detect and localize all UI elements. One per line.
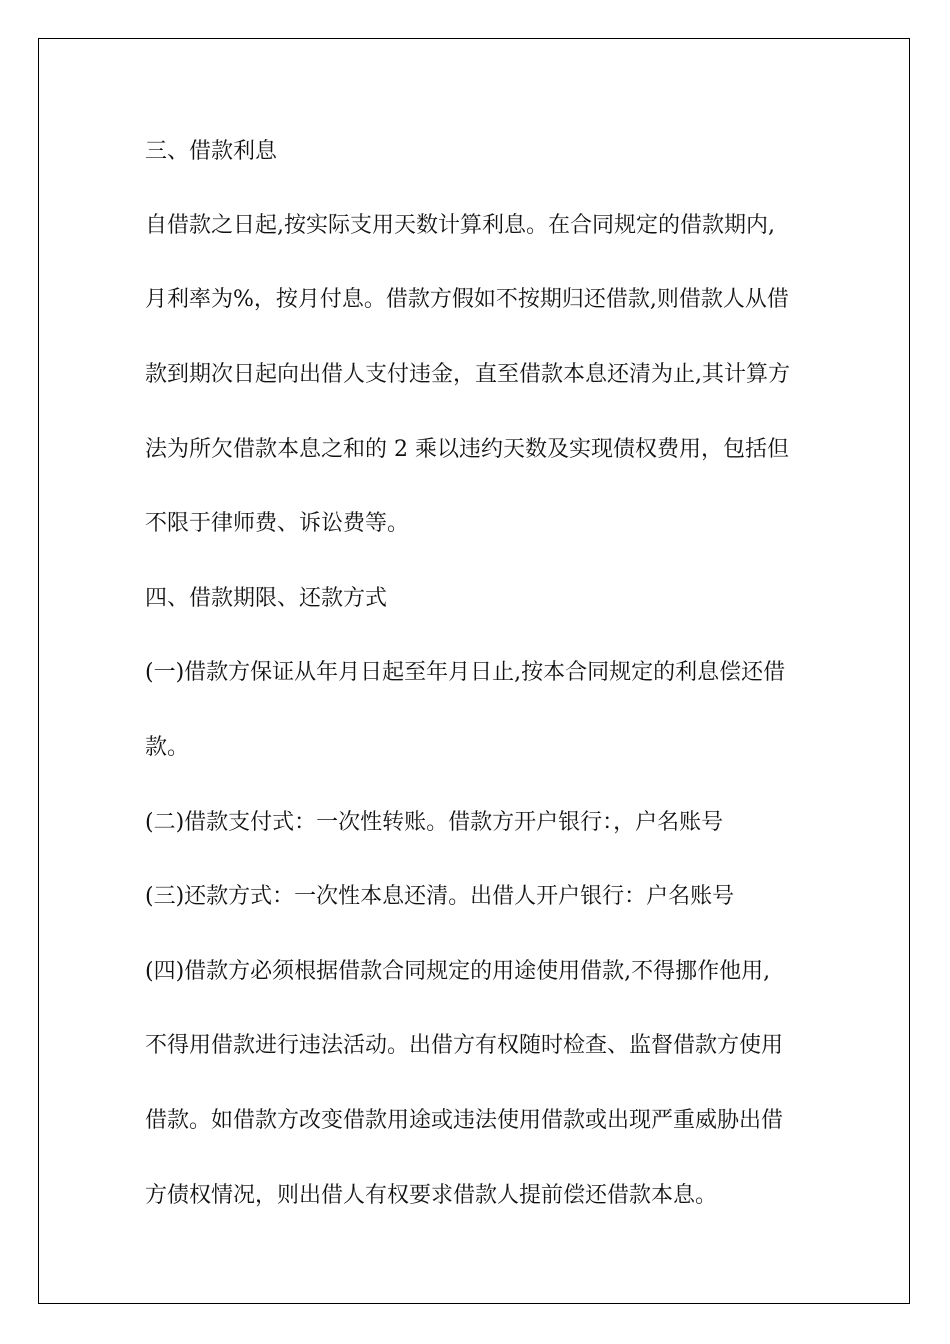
paragraph-line: 不限于律师费、诉讼费等。	[145, 511, 410, 536]
paragraph-line: 法为所欠借款本息之和的 2 乘以违约天数及实现债权费用，包括但	[145, 437, 789, 462]
section-heading-term: 四、借款期限、还款方式	[145, 586, 388, 611]
paragraph-line: 款。	[145, 735, 190, 760]
paragraph-line: (二)借款支付式：一次性转账。借款方开户银行：，户名账号	[145, 810, 724, 835]
paragraph-line: (一)借款方保证从年月日起至年月日止,按本合同规定的利息偿还借	[145, 660, 786, 685]
paragraph-line: 借款。如借款方改变借款用途或违法使用借款或出现严重威胁出借	[145, 1108, 784, 1133]
paragraph-line: (四)借款方必须根据借款合同规定的用途使用借款,不得挪作他用,	[145, 959, 771, 984]
paragraph-line: 方债权情况，则出借人有权要求借款人提前偿还借款本息。	[145, 1183, 718, 1208]
paragraph-line: 款到期次日起向出借人支付违金，直至借款本息还清为止,其计算方	[145, 362, 790, 387]
section-heading-interest: 三、借款利息	[145, 139, 278, 164]
paragraph-line: 月利率为%，按月付息。借款方假如不按期归还借款,则借款人从借	[145, 287, 789, 312]
paragraph-line: 自借款之日起,按实际支用天数计算利息。在合同规定的借款期内,	[145, 213, 775, 238]
paragraph-line: (三)还款方式：一次性本息还清。出借人开户银行：户名账号	[145, 884, 735, 909]
paragraph-line: 不得用借款进行违法活动。出借方有权随时检查、监督借款方使用	[145, 1033, 784, 1058]
